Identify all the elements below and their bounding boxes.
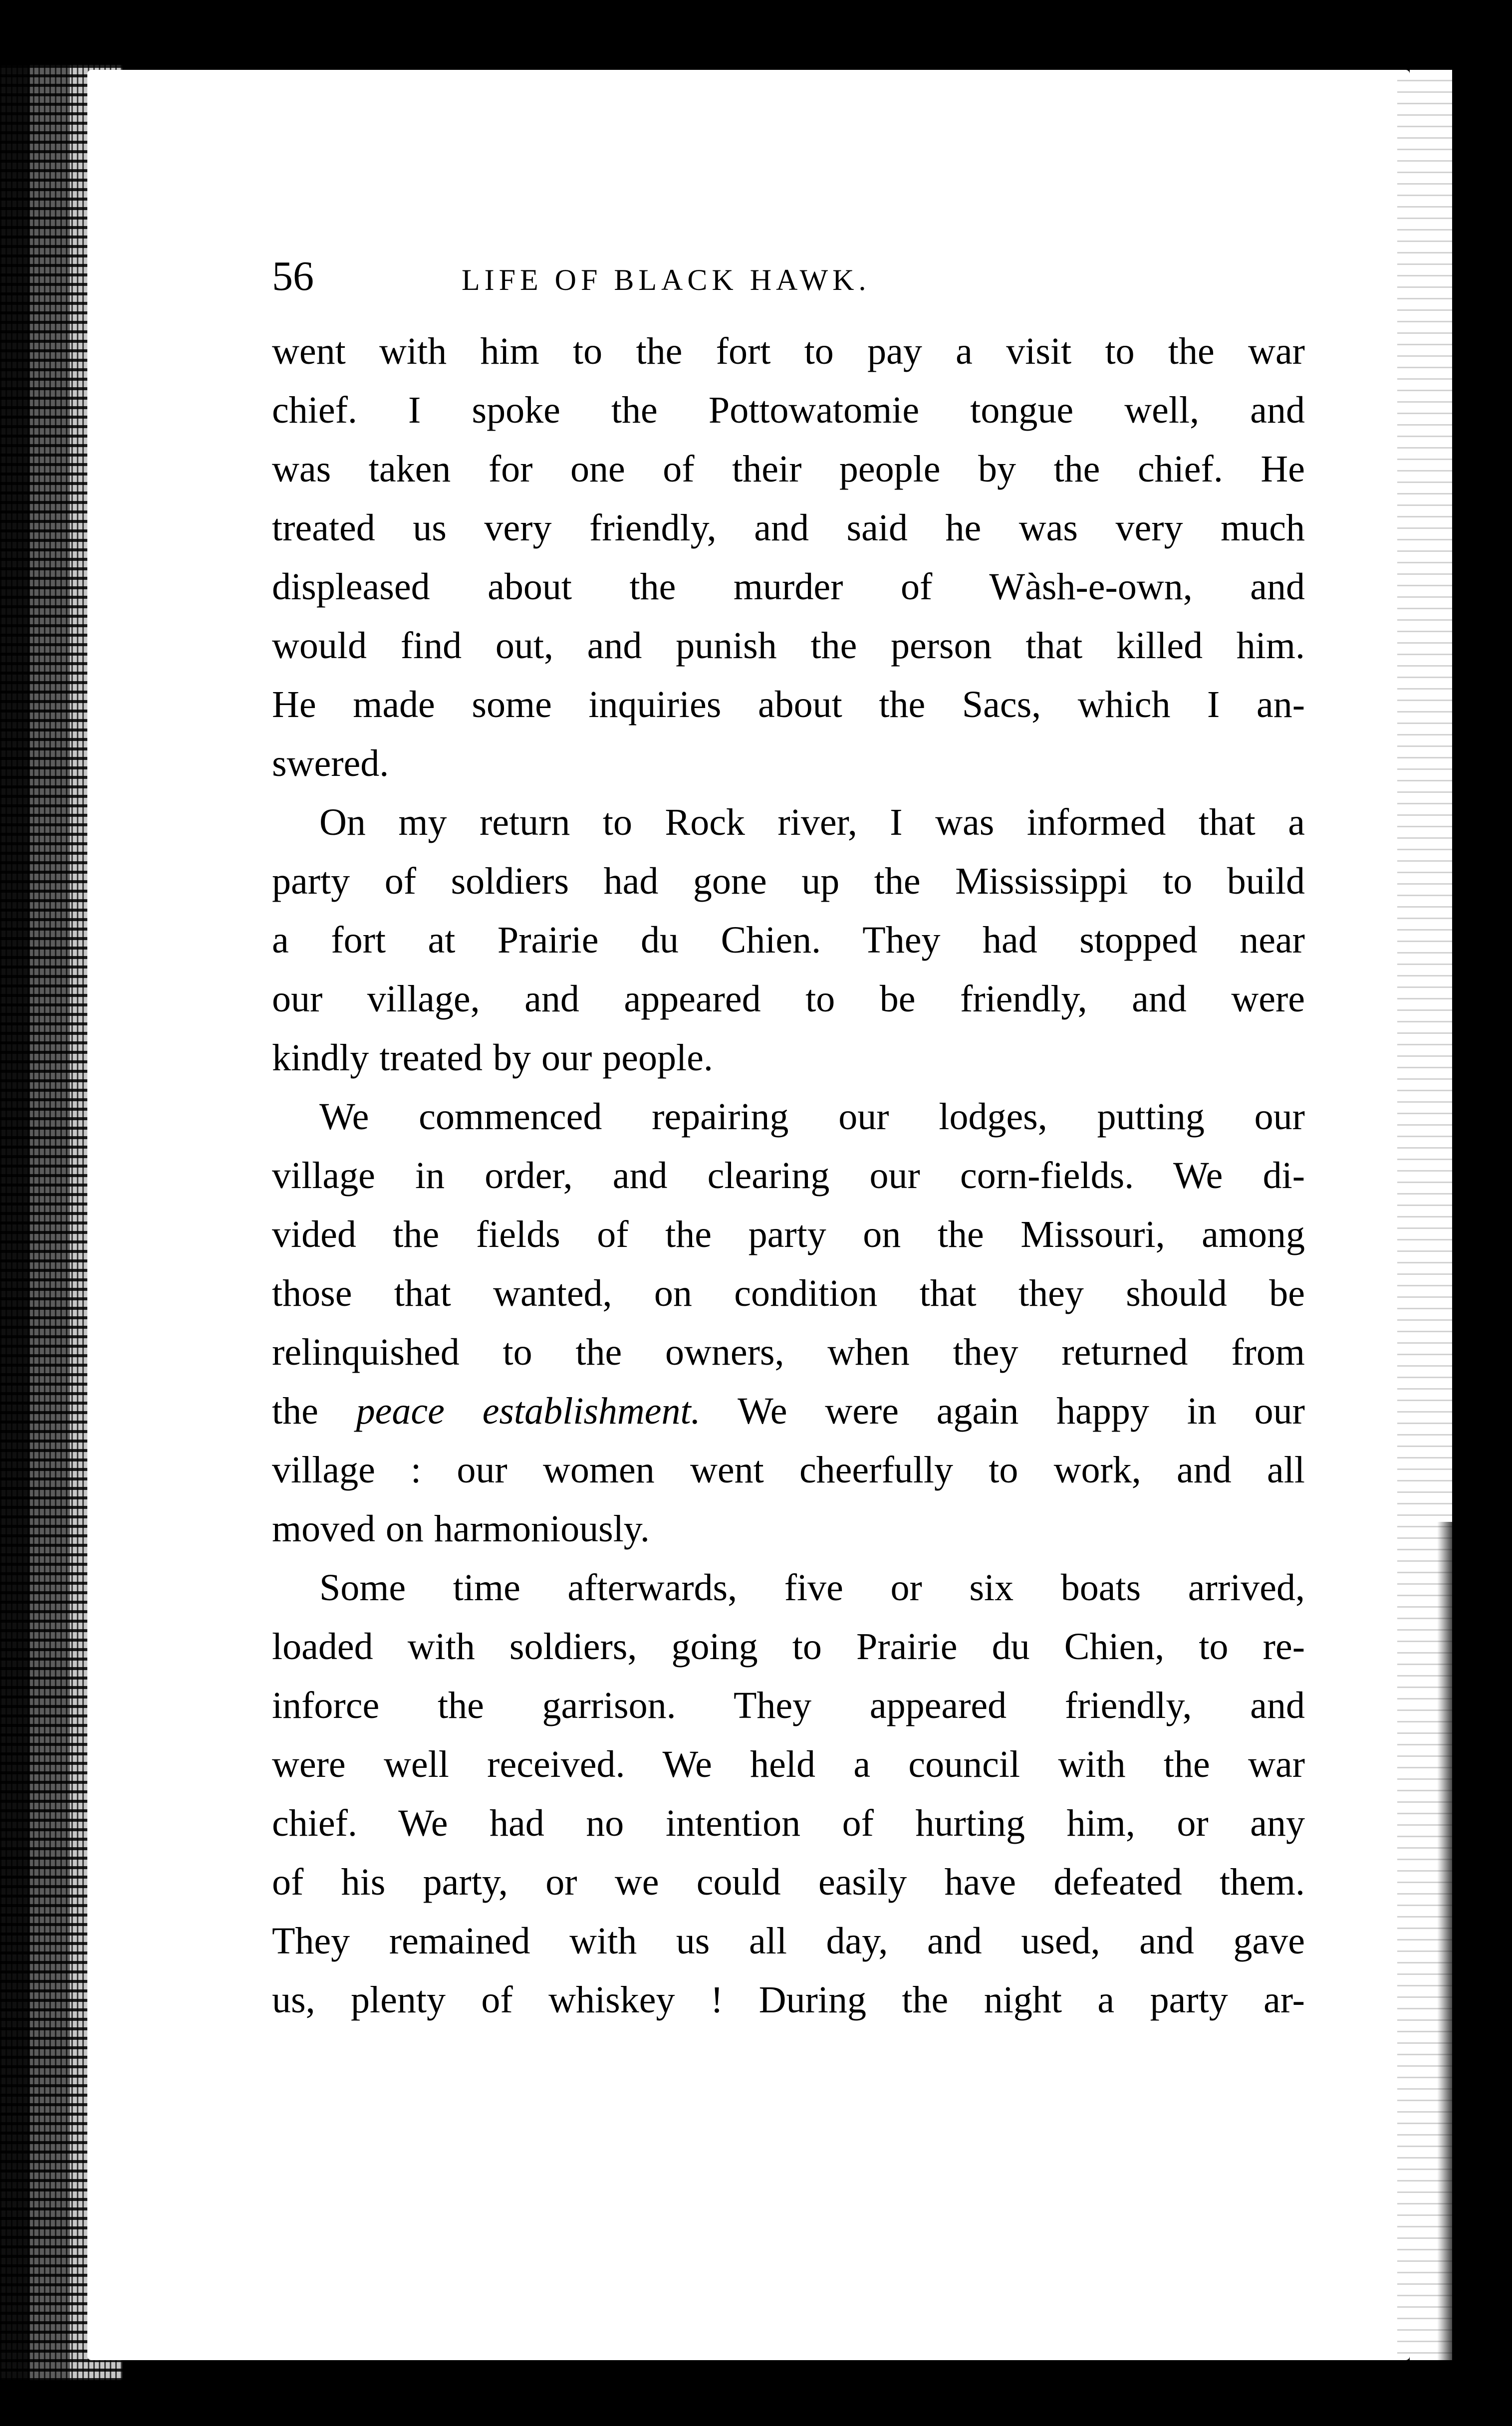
paragraph-2: [272, 793, 1305, 1087]
text-line: They remained with us all day, and used, and gave: [272, 1920, 1305, 1962]
text-line: a fort at Prairie du Chien. They had stopped near: [272, 919, 1305, 961]
page-number: 56: [272, 253, 314, 299]
text-fragment: We were again happy in our: [700, 1390, 1305, 1432]
text-line: kindly treated by our people.: [272, 1037, 713, 1079]
text-line: loaded with soldiers, going to Prairie du Chien, to re-: [272, 1626, 1305, 1668]
running-title: LIFE OF BLACK HAWK.: [462, 263, 871, 296]
text-column: [272, 252, 1305, 2029]
running-head: [272, 252, 1305, 322]
paragraph-1: [272, 322, 1305, 793]
right-edge-shadow: [1437, 1522, 1467, 2370]
text-line: moved on harmoniously.: [272, 1508, 650, 1550]
text-line: village : our women went cheerfully to work, and all: [272, 1449, 1305, 1491]
text-line-with-italic: [272, 1382, 1305, 1441]
text-line: of his party, or we could easily have defeated them.: [272, 1861, 1305, 1903]
text-line: swered.: [272, 742, 389, 784]
text-line: were well received. We held a council with the war: [272, 1743, 1305, 1785]
text-line: village in order, and clearing our corn-fields. We di-: [272, 1155, 1305, 1197]
text-line: We commenced repairing our lodges, putting our: [319, 1096, 1305, 1138]
text-line: treated us very friendly, and said he was very much: [272, 507, 1305, 549]
text-line: displeased about the murder of Wàsh-e-own, and: [272, 566, 1305, 608]
text-line: those that wanted, on condition that they should be: [272, 1272, 1305, 1314]
text-line: vided the fields of the party on the Missouri, among: [272, 1213, 1305, 1255]
text-line: relinquished to the owners, when they returned from: [272, 1331, 1305, 1373]
text-line: would find out, and punish the person that killed him.: [272, 625, 1305, 667]
text-line: went with him to the fort to pay a visit to the war: [272, 330, 1305, 372]
paragraph-3: [272, 1087, 1305, 1558]
text-line: He made some inquiries about the Sacs, which I an-: [272, 684, 1305, 726]
text-line: us, plenty of whiskey ! During the night a party ar-: [272, 1979, 1305, 2021]
paragraph-4: [272, 1558, 1305, 2029]
text-line: chief. I spoke the Pottowatomie tongue well, and: [272, 389, 1305, 431]
text-line: our village, and appeared to be friendly, and were: [272, 978, 1305, 1020]
text-line: chief. We had no intention of hurting him, or any: [272, 1802, 1305, 1844]
text-line: was taken for one of their people by the chief. He: [272, 448, 1305, 490]
text-line: Some time afterwards, five or six boats arrived,: [319, 1567, 1305, 1609]
text-line: On my return to Rock river, I was informed that a: [319, 801, 1305, 843]
text-fragment: the: [272, 1390, 356, 1432]
text-line: party of soldiers had gone up the Mississippi to build: [272, 860, 1305, 902]
italic-phrase: peace establishment.: [356, 1390, 701, 1432]
text-line: inforce the garrison. They appeared friendly, and: [272, 1685, 1305, 1726]
